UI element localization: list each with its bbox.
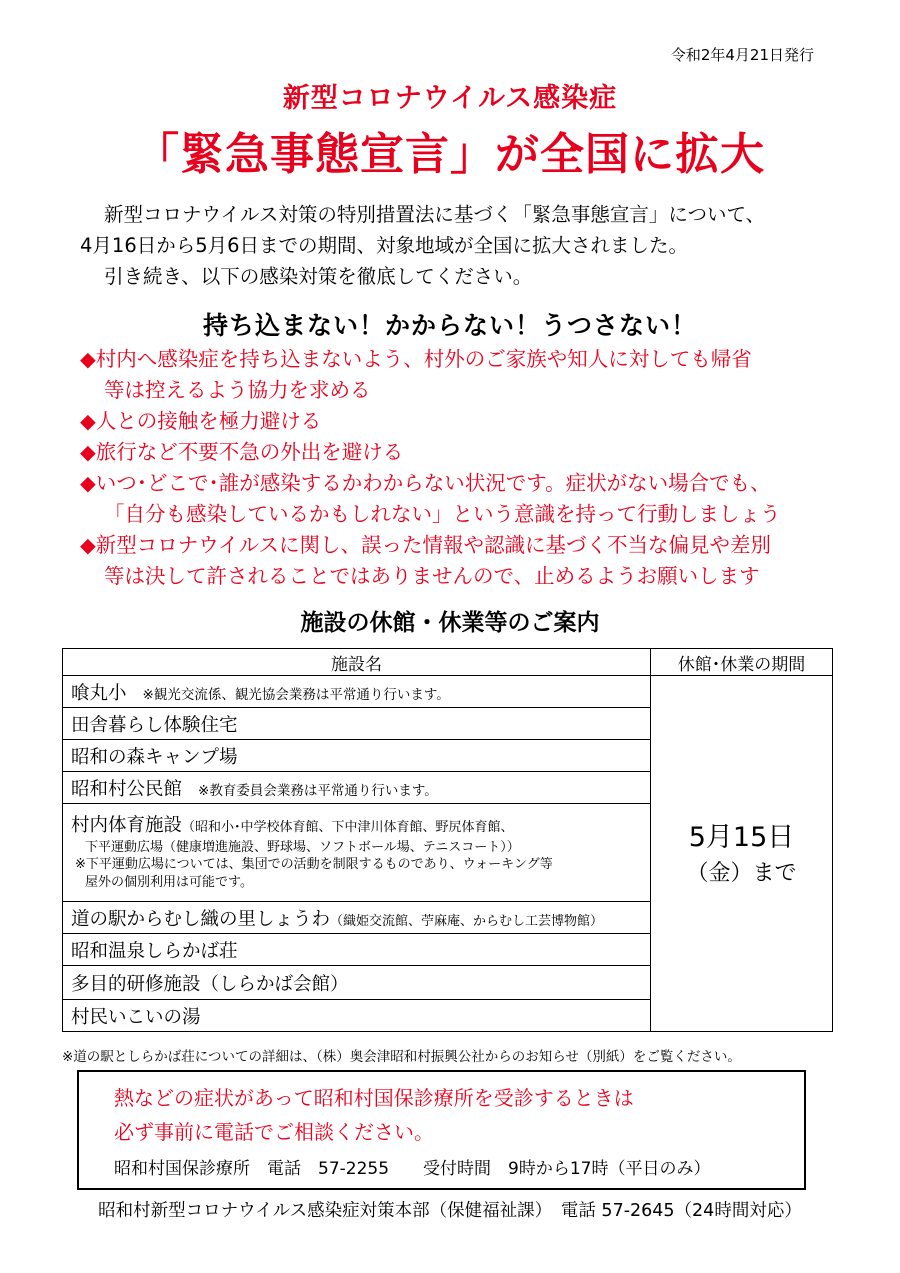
header-facility-name: 施設名 [63, 649, 651, 676]
facility-name: 昭和の森キャンプ場 [71, 746, 238, 768]
facilities-table [62, 648, 833, 1032]
bullet-2: ◆人との接触を極力避ける [80, 409, 322, 433]
title-subheading: 新型コロナウイルス感染症 [282, 83, 618, 114]
table-header-row [63, 649, 833, 676]
notice-line-2: 必ず事前に電話でご相談ください。 [114, 1120, 434, 1144]
facility-note-4: 屋外の個別利用は可能です。 [85, 874, 253, 890]
bullet-1: ◆村内へ感染症を持ち込まないよう、村外のご家族や知人に対しても帰省 [80, 347, 752, 371]
facility-note: （織姫交流館、苧麻庵、からむし工芸博物館） [330, 913, 604, 929]
facility-note: ※観光交流係、観光協会業務は平常通り行います。 [142, 686, 450, 703]
bullet-5-cont: 等は決して許されることではありませんので、止めるようお願いします [104, 564, 760, 588]
facility-name: 村内体育施設 [71, 814, 183, 836]
facility-note-2: 下平運動広場（健康増進施設、野球場、ソフトボール場、テニスコート）） [85, 839, 520, 855]
notice-line-1: 熱などの症状があって昭和村国保診療所を受診するときは [114, 1086, 634, 1110]
bullet-1-cont: 等は控えるよう協力を求める [104, 378, 371, 402]
clinic-contact: 昭和村国保診療所 電話 57-2255 受付時間 9時から17時（平日のみ） [114, 1159, 711, 1179]
issue-date: 令和2年4月21日発行 [670, 46, 814, 64]
table-row [63, 676, 833, 708]
facility-name: 喰丸小 [71, 682, 127, 704]
header-period: 休館･休業の期間 [651, 649, 833, 676]
bullet-4: ◆いつ･どこで･誰が感染するかわからない状況です。症状がない場合でも、 [80, 471, 771, 495]
facility-name: 多目的研修施設（しらかば会館） [71, 973, 349, 995]
intro-line-1: 新型コロナウイルス対策の特別措置法に基づく「緊急事態宣言」について、 [104, 203, 766, 226]
bullet-5: ◆新型コロナウイルスに関し、誤った情報や認識に基づく不当な偏見や差別 [80, 533, 772, 557]
facilities-section-title: 施設の休館・休業等のご案内 [300, 610, 600, 636]
period-weekday: （金）まで [686, 860, 797, 886]
bullet-3: ◆旅行など不要不急の外出を避ける [80, 440, 404, 464]
facility-name: 村民いこいの湯 [71, 1006, 201, 1028]
page-title: 「緊急事態宣言」が全国に拡大 [135, 129, 765, 180]
period-date: 5月15日 [688, 822, 795, 854]
facilities-footnote: ※道の駅としらかば荘についての詳細は、（株）奥会津昭和村振興公社からのお知らせ（別紙）をご覧ください。 [62, 1049, 741, 1065]
facility-note: ※教育委員会業務は平常通り行います。 [198, 782, 438, 799]
facility-name: 道の駅からむし織の里しょうわ [71, 908, 331, 930]
intro-line-2: 4月16日から5月6日までの期間、対象地域が全国に拡大されました。 [80, 234, 689, 257]
slogan: 持ち込まない！かからない！うつさない！ [202, 311, 697, 340]
facility-name: 田舎暮らし体験住宅 [71, 714, 238, 736]
facility-note: （昭和小･中学校体育館、下中津川体育館、野尻体育館、 [182, 819, 514, 835]
footer-contact: 昭和村新型コロナウイルス感染症対策本部（保健福祉課） 電話 57-2645（24時間対応） [98, 1201, 802, 1221]
bullet-4-cont: 「自分も感染しているかもしれない」という意識を持って行動しましょう [104, 502, 781, 526]
intro-line-3: 引き続き、以下の感染対策を徹底してください。 [104, 265, 533, 288]
facility-name: 昭和温泉しらかば荘 [71, 940, 238, 962]
facility-name: 昭和村公民館 [71, 778, 183, 800]
facility-note-3: ※下平運動広場については、集団での活動を制限するものであり、ウォーキング等 [75, 857, 553, 873]
period-cell [651, 676, 833, 1032]
